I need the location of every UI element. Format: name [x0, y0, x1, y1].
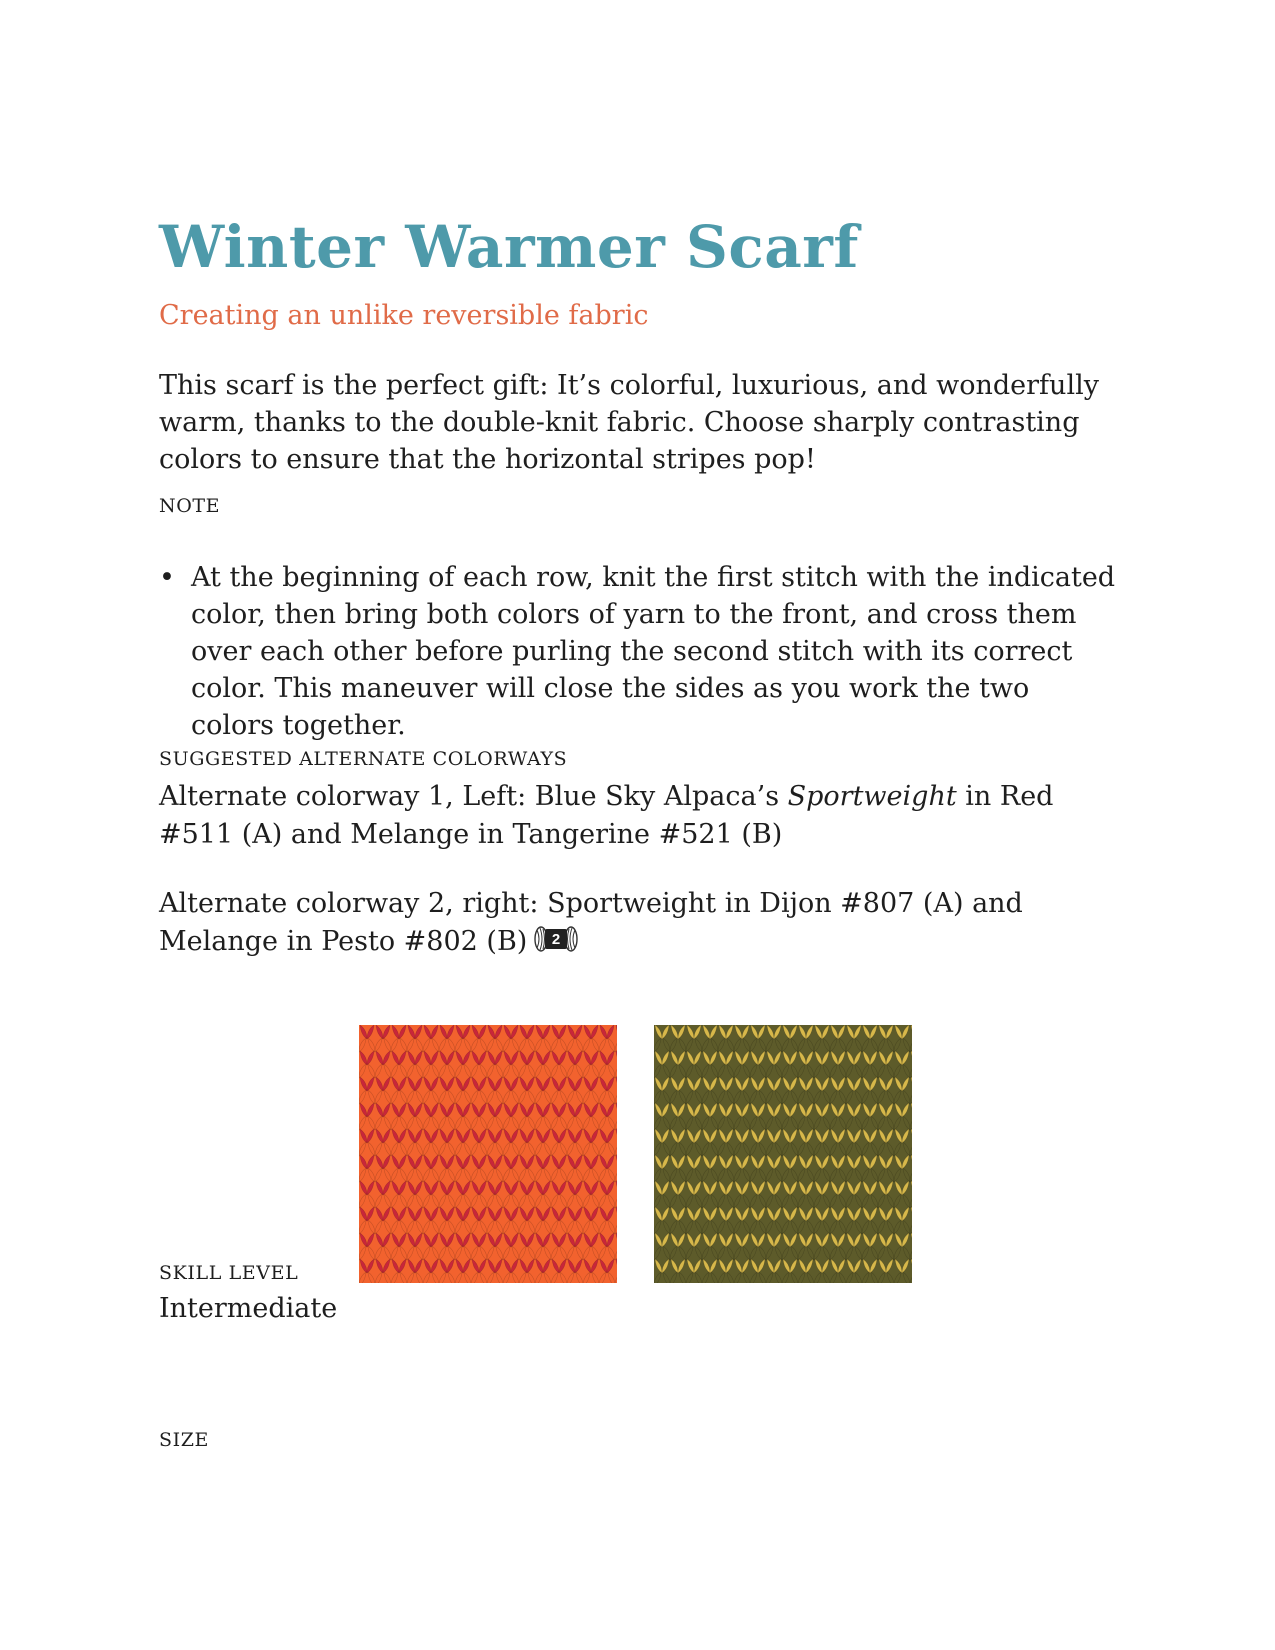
swatch-2-pattern — [654, 1025, 912, 1283]
colorway-1-yarn-name: Sportweight — [787, 781, 957, 812]
intro-paragraph: This scarf is the perfect gift: It’s colorful, luxurious, and wonderfully warm, thanks to the double-knit fabric. Choose sharply contrasting colors to ensure that the horizontal stripes pop! — [159, 370, 1099, 475]
colorway-1-before: Alternate colorway 1, Left: Blue Sky Alpaca’s — [159, 781, 788, 812]
colorway-1 — [159, 778, 1119, 854]
colorway-2-text: Alternate colorway 2, right: Sportweight in Dijon #807 (A) and Melange in Pesto #802 (B) — [159, 888, 1023, 957]
red-tangerine-swatch — [359, 1025, 617, 1283]
note-list — [159, 559, 1119, 744]
note-heading: NOTE — [159, 495, 221, 517]
list-item — [159, 559, 1119, 744]
yarn-weight-icon — [533, 924, 579, 954]
bullet-icon: • — [159, 562, 175, 593]
yarn-weight-number: 2 — [552, 931, 561, 948]
colorway-1-after: in Red #511 (A) and Melange in Tangerine #521 (B) — [159, 781, 1054, 850]
swatch-1-pattern — [359, 1025, 617, 1283]
skill-value: Intermediate — [159, 1293, 338, 1324]
size-heading: SIZE — [159, 1429, 209, 1451]
skill-heading: SKILL LEVEL — [159, 1262, 299, 1284]
note-text: At the beginning of each row, knit the first stitch with the indicated color, then bring both colors of yarn to the front, and cross them over each other before purling the second stitch with its correct color. This maneuver will close the sides as you work the two colors together. — [191, 562, 1116, 741]
page-subtitle: Creating an unlike reversible fabric — [159, 300, 649, 331]
colorway-2 — [159, 885, 1119, 961]
colorways-heading: SUGGESTED ALTERNATE COLORWAYS — [159, 748, 568, 770]
dijon-pesto-swatch — [654, 1025, 912, 1283]
page-title: Winter Warmer Scarf — [159, 213, 859, 281]
